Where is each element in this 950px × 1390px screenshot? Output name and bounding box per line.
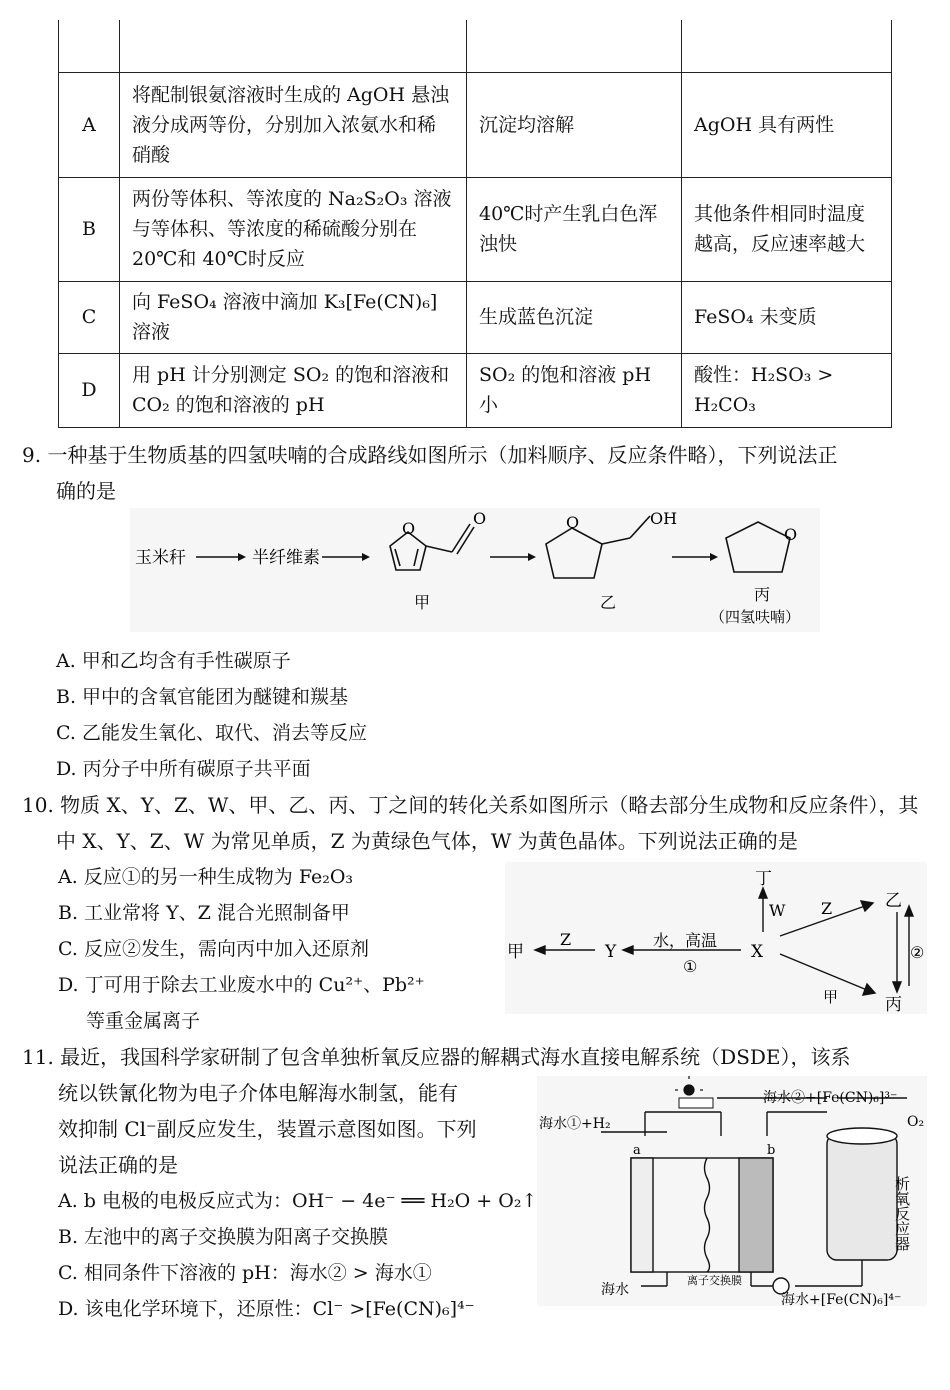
seawater-fe-label: 海水+[Fe(CN)₆]⁴⁻ [781, 1292, 902, 1306]
ding-label: 丁 [755, 869, 772, 889]
q10-option-b: B. 工业常将 Y、Z 混合光照制备甲 [58, 902, 350, 924]
z-label: Z [560, 930, 572, 949]
x-label: X [751, 942, 764, 962]
w-label: W [769, 901, 786, 920]
q9-synthesis-diagram [130, 508, 820, 632]
z-label: Z [821, 899, 833, 918]
q9-option-d: D. 丙分子中所有碳原子共平面 [56, 758, 311, 780]
q9-option-b: B. 甲中的含氧官能团为醚键和羰基 [56, 686, 349, 708]
reaction-1-label: ① [683, 957, 698, 976]
jia-label: 甲 [823, 988, 839, 1006]
row-conclusion: 酸性：H₂SO₃ > H₂CO₃ [682, 353, 892, 427]
q11-stem-line4: 说法正确的是 [58, 1153, 178, 1177]
table-row [59, 177, 892, 281]
q11-option-a: A. b 电极的电极反应式为：OH⁻ − 4e⁻ ══ H₂O + O₂↑ [58, 1190, 538, 1212]
q10-stem-line1: 10. 物质 X、Y、Z、W、甲、乙、丙、丁之间的转化关系如图所示（略去部分生成物和反应条件），其 [22, 793, 919, 817]
table-row [59, 353, 892, 427]
q11-electrolysis-diagram [537, 1076, 927, 1306]
jia-label: 甲 [507, 942, 524, 962]
b-label: b [767, 1143, 776, 1158]
thf-note: （四氢呋喃） [710, 608, 801, 626]
oh-label: OH [650, 509, 678, 528]
row-phenomenon: SO₂ 的饱和溶液 pH 小 [467, 353, 682, 427]
q9-option-c: C. 乙能发生氧化、取代、消去等反应 [56, 722, 367, 744]
yi-label: 乙 [885, 891, 902, 911]
q11-stem-line1: 11. 最近，我国科学家研制了包含单独析氧反应器的解耦式海水直接电解系统（DSDE），该系 [22, 1045, 851, 1069]
table-row [59, 281, 892, 353]
row-label: D [59, 353, 120, 427]
a-label: a [633, 1143, 641, 1158]
row-operation: 将配制银氨溶液时生成的 AgOH 悬浊液分成两等份，分别加入浓氨水和稀硝酸 [120, 72, 467, 177]
q10-stem-line2: 中 X、Y、Z、W 为常见单质，Z 为黄绿色气体，W 为黄色晶体。下列说法正确的是 [56, 829, 798, 853]
y-label: Y [605, 942, 617, 962]
reactor-label [893, 1176, 911, 1252]
membrane-label: 离子交换膜 [687, 1274, 742, 1287]
q11-option-c: C. 相同条件下溶液的 pH：海水② > 海水① [58, 1262, 432, 1284]
q11-option-b: B. 左池中的离子交换膜为阳离子交换膜 [58, 1226, 389, 1248]
corn-stalk-label: 玉米秆 [135, 548, 186, 568]
seawater2-label: 海水②+[Fe(CN)₆]³⁻ [763, 1090, 898, 1106]
o-label: O [473, 509, 487, 528]
q11-option-d: D. 该电化学环境下，还原性：Cl⁻ >[Fe(CN)₆]⁴⁻ [58, 1298, 475, 1320]
row-phenomenon: 沉淀均溶解 [467, 72, 682, 177]
o-label: O [566, 513, 580, 532]
row-conclusion: FeSO₄ 未变质 [682, 281, 892, 353]
row-label: A [59, 72, 120, 177]
row-label: C [59, 281, 120, 353]
reaction-2-label: ② [910, 943, 925, 962]
seawater-label: 海水 [601, 1282, 629, 1298]
row-operation: 用 pH 计分别测定 SO₂ 的饱和溶液和 CO₂ 的饱和溶液的 pH [120, 353, 467, 427]
bing-label: 丙 [885, 995, 902, 1014]
q9-option-a: A. 甲和乙均含有手性碳原子 [56, 650, 291, 672]
bing-label: 丙 [754, 585, 771, 604]
row-operation: 两份等体积、等浓度的 Na₂S₂O₃ 溶液与等体积、等浓度的稀硫酸分别在 20℃和 40℃时反应 [120, 177, 467, 281]
q11-stem-line3: 效抑制 Cl⁻副反应发生，装置示意图如图。下列 [58, 1117, 477, 1141]
row-phenomenon: 生成蓝色沉淀 [467, 281, 682, 353]
q10-option-d-cont: 等重金属离子 [86, 1010, 201, 1032]
row-operation: 向 FeSO₄ 溶液中滴加 K₃[Fe(CN)₆]溶液 [120, 281, 467, 353]
row-phenomenon: 40℃时产生乳白色浑浊快 [467, 177, 682, 281]
table-row [59, 72, 892, 177]
seawater1-h2-label: 海水①+H₂ [539, 1116, 611, 1132]
jia-label: 甲 [414, 593, 431, 612]
condition-label: 水，高温 [653, 931, 718, 950]
answer-table [58, 20, 892, 428]
o2-label: O₂ [907, 1114, 925, 1130]
row-label: B [59, 177, 120, 281]
yi-label: 乙 [600, 593, 617, 612]
q10-option-d: D. 丁可用于除去工业废水中的 Cu²⁺、Pb²⁺ [58, 974, 425, 996]
q9-stem-line2: 确的是 [56, 479, 116, 503]
o-label: O [784, 525, 798, 544]
row-conclusion: AgOH 具有两性 [682, 72, 892, 177]
solar-panel-icon [679, 1098, 713, 1108]
hemicellulose-label: 半纤维素 [252, 548, 320, 568]
q10-option-c: C. 反应②发生，需向丙中加入还原剂 [58, 938, 369, 960]
row-conclusion: 其他条件相同时温度越高，反应速率越大 [682, 177, 892, 281]
o-label: O [402, 519, 416, 538]
q10-conversion-diagram [505, 862, 927, 1014]
q10-option-a: A. 反应①的另一种生成物为 Fe₂O₃ [58, 866, 354, 888]
q9-stem-line1: 9. 一种基于生物质基的四氢呋喃的合成路线如图所示（加料顺序、反应条件略），下列说法正 [22, 443, 838, 467]
svg-text:析氧反应器: 析氧反应器 [893, 1176, 911, 1251]
q11-stem-line2: 统以铁氰化物为电子介体电解海水制氢，能有 [58, 1081, 458, 1105]
